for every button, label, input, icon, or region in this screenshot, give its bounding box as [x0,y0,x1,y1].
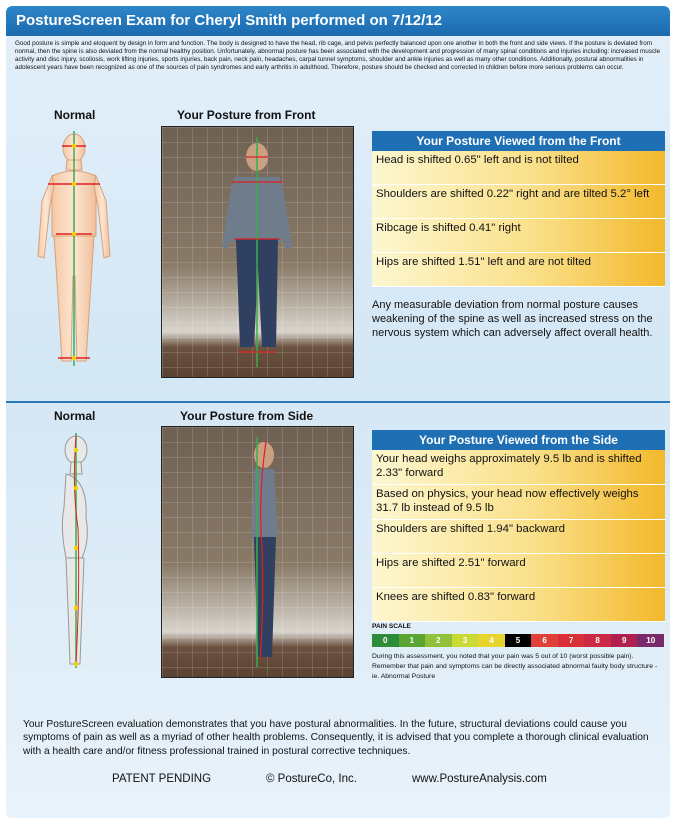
front-result-row: Ribcage is shifted 0.41" right [372,219,665,253]
side-result-row: Shoulders are shifted 1.94" backward [372,520,665,554]
pain-scale-value: 6 [531,634,558,647]
pain-scale-value: 9 [611,634,638,647]
section-divider [6,401,670,403]
intro-paragraph: Good posture is simple and eloquent by design in form and function. The body is designed to have the head, rib cage, and pelvis perfectly balanced upon one another in both the front and side views. If the posture is deviated from normal, then the spine is also deviated from the normal healthy position. Unfortunately, abnormal posture has been associated with the development and progression of many spinal conditions and injuries including: increased muscle activity and disc injury, scoliosis, work lifting injuries, sports injuries, back pain, neck pain, headaches, carpal tunnel symptoms, shoulder and ankle injuries as well as many other conditions. Additionally, postural abnormalities in adolescent years have been recognized as one of the sources of pain syndromes and early arthritis in adulthood. Therefore, posture should be checked and corrected in children before more serious problems can occur. [15,40,660,71]
side-result-row: Knees are shifted 0.83" forward [372,588,665,622]
evaluation-summary: Your PostureScreen evaluation demonstrates that you have postural abnormalities. In the future, structural deviations could cause you symptoms of pain as well as a myriad of other health problems. Consequently, it is advised that you complete a thorough clinical evaluation with a health care and/or fitness professional trained in postural corrective techniques. [23,719,649,757]
front-photo-label: Your Posture from Front [177,108,316,122]
website-link[interactable]: www.PostureAnalysis.com [412,773,547,785]
pain-scale-value: 5 [505,634,532,647]
copyright-notice: © PostureCo, Inc. [266,773,357,785]
side-results-panel [372,430,665,622]
front-photo-silhouette [162,127,353,377]
side-posture-photo [161,426,354,678]
normal-side-figure [46,428,106,678]
pain-scale [372,634,664,647]
front-result-row: Shoulders are shifted 0.22" right and are tilted 5.2° left [372,185,665,219]
side-result-row: Based on physics, your head now effectively weighs 31.7 lb instead of 9.5 lb [372,485,665,520]
front-normal-label: Normal [54,108,96,122]
side-photo-label: Your Posture from Side [180,409,314,423]
pain-scale-value: 0 [372,634,399,647]
report-title: PostureScreen Exam for Cheryl Smith performed on 7/12/12 [16,12,442,29]
pain-scale-value: 2 [425,634,452,647]
patent-notice: PATENT PENDING [112,773,212,785]
front-panel-title: Your Posture Viewed from the Front [372,131,665,151]
pain-scale-value: 1 [399,634,426,647]
pain-scale-note: During this assessment, you noted that your pain was 5 out of 10 (worst possible pain). Remember that pain and symptoms can be directly associated abnormal faulty body structure - ie. Abnormal Posture [372,653,658,681]
front-results-panel [372,131,665,287]
pain-scale-value: 7 [558,634,585,647]
side-photo-silhouette [162,427,353,677]
pain-scale-label: PAIN SCALE [372,623,411,630]
side-result-row: Hips are shifted 2.51" forward [372,554,665,588]
front-posture-photo [161,126,354,378]
pain-scale-value: 4 [478,634,505,647]
exam-report [6,6,670,818]
side-result-row: Your head weighs approximately 9.5 lb and is shifted 2.33" forward [372,450,665,485]
pain-scale-value: 10 [637,634,664,647]
side-panel-title: Your Posture Viewed from the Side [372,430,665,450]
deviation-note: Any measurable deviation from normal posture causes weakening of the spine as well as increased stress on the nervous system which can adversely affect overall health. [372,299,653,339]
front-result-row: Head is shifted 0.65" left and is not tilted [372,151,665,185]
pain-scale-value: 3 [452,634,479,647]
pain-scale-value: 8 [584,634,611,647]
side-normal-label: Normal [54,409,96,423]
front-result-row: Hips are shifted 1.51" left and are not tilted [372,253,665,287]
report-header [6,6,670,36]
normal-front-figure [34,126,114,376]
